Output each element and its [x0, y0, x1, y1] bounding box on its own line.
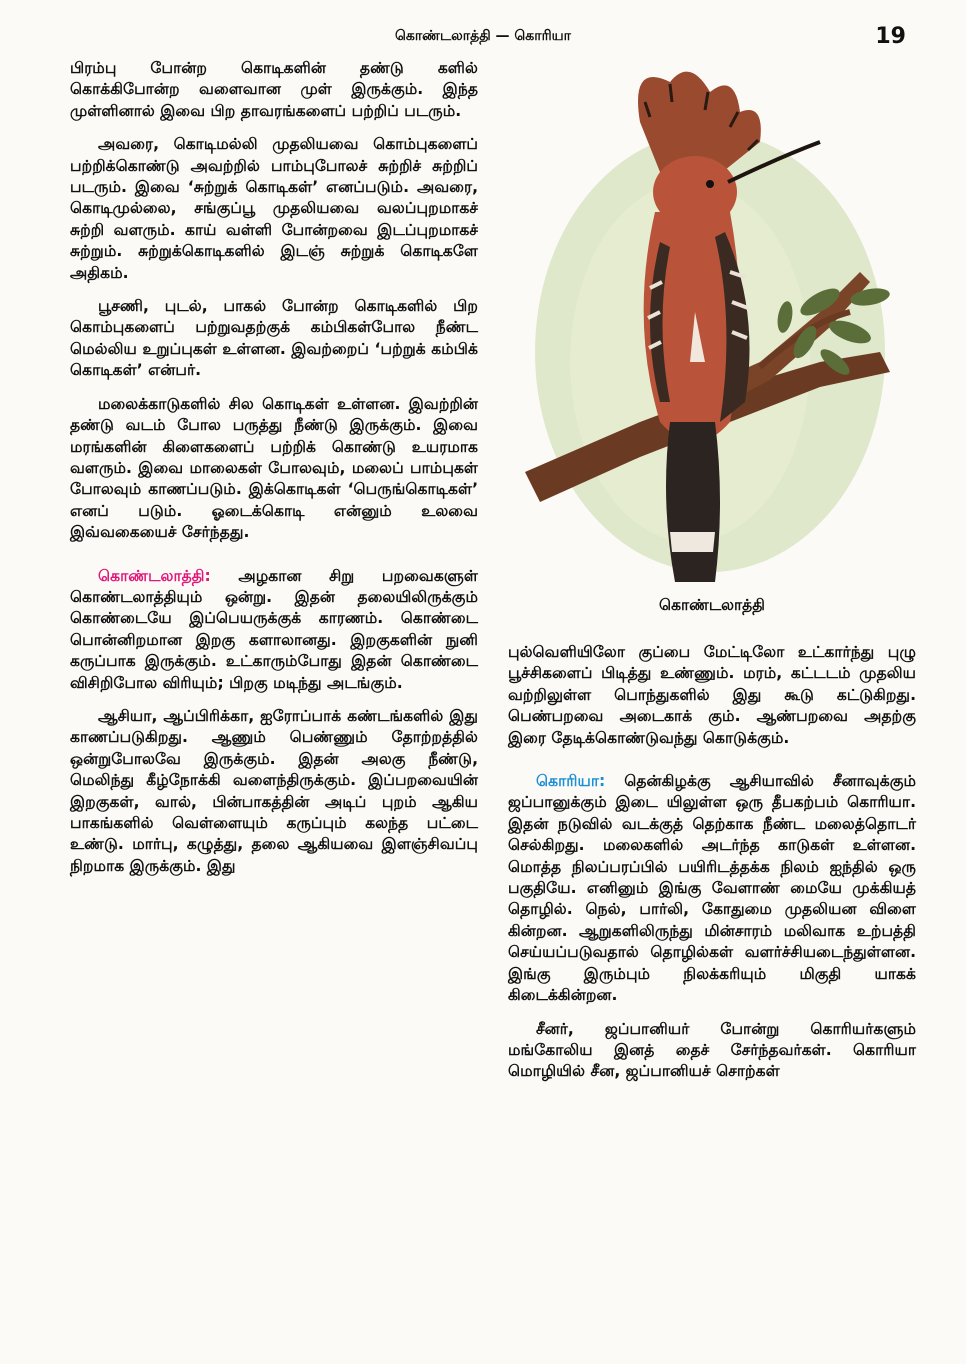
entry-text-kondalathi: அழகான சிறு பறவைகளுள் கொண்டலாத்தியும் ஒன்று. இதன் தலையிலிருக்கும் கொண்டையே இப்பெயருக்குக் காரணம். கொண்டை பொன்னிறமான இறகு களாலானது. இறகுகளின் நுனி கருப்பாக இருக்கும். உட்காரும்போது இதன் கொண்டை விசிறிபோல விரியும்; பிறகு மடிந்து அடங்கும்.: [70, 566, 478, 692]
entry-heading-koriya: கொரியா:: [536, 772, 606, 791]
paragraph-koriya-people: சீனர், ஜப்பானியர் போன்று கொரியர்களும் மங்கோலிய இனத் தைச் சேர்ந்தவர்கள். கொரியா மொழியில் சீன, ஜப்பானியச் சொற்கள்: [508, 1019, 916, 1081]
running-title: கொண்டலாத்தி — கொரியா: [395, 28, 571, 44]
hoopoe-illustration: [520, 62, 900, 590]
paragraph-twining-creepers: அவரை, கொடிமல்லி முதலியவை கொம்புகளைப் பற்றிக்கொண்டு அவற்றில் பாம்புபோலச் சுற்றிச் சுற்றிப் படரும். இவை ‘சுற்றுக் கொடிகள்’ எனப்படும். அவரை, கொடிமுல்லை, சங்குப்பூ முதலியவை வலப்புறமாகச் சுற்றி வளரும். காய் வள்ளி போன்றவை இடப்புறமாகச் சுற்றும். சுற்றுக்கொடிகளில் இடஞ் சுற்றுக் கொடிகளே அதிகம்.: [70, 135, 478, 282]
paragraph-lianas: மலைக்காடுகளில் சில கொடிகள் உள்ளன. இவற்றின் தண்டு வடம் போல பருத்து நீண்டு இருக்கும். இவை மரங்களின் கிளைகளைப் பற்றிக் கொண்டு உயரமாக வளரும். இவை மாலைகள் போலவும், மலைப் பாம்புகள் போலவும் காணப்படும். இக்கொடிகள் ‘பெருங்கொடிகள்’ எனப் படும். ஓடைக்கொடி என்னும் உலவை இவ்வகையைச் சேர்ந்தது.: [70, 394, 478, 542]
entry-text-koriya: தென்கிழக்கு ஆசியாவில் சீனாவுக்கும் ஜப்பானுக்கும் இடை யிலுள்ள ஒரு தீபகற்பம் கொரியா. இதன் நடுவில் வடக்குத் தெற்காக நீண்ட மலைத்தொடர் செல்கிறது. மலைகளில் அடர்ந்த காடுகள் உள்ளன. மொத்த நிலப்பரப்பில் பயிரிடத்தக்க நிலம் ஐந்தில் ஒரு பகுதியே. எனினும் இங்கு வேளாண் மையே முக்கியத் தொழில். நெல், பார்லி, கோதுமை முதலியன விளை கின்றன. ஆறுகளிலிருந்து மின்சாரம் மலிவாக உற்பத்தி செய்யப்படுவதால் தொழில்கள் வளர்ச்சியடைந்துள்ளன. இங்கு இரும்பும் நிலக்கரியும் மிகுதி யாகக் கிடைக்கின்றன.: [508, 772, 917, 1005]
entry-heading-kondalathi: கொண்டலாத்தி:: [98, 566, 211, 585]
page-header: [0, 24, 966, 52]
paragraph-kondalathi-habitat: ஆசியா, ஆப்பிரிக்கா, ஐரோப்பாக் கண்டங்களில் இது காணப்படுகிறது. ஆணும் பெண்ணும் தோற்றத்தில் ஒன்றுபோலவே இருக்கும். இதன் அலகு நீண்டு, மெலிந்து கீழ்நோக்கி வளைந்திருக்கும். இப்பறவையின் இறகுகள், வால், பின்பாகத்தின் அடிப் புறம் ஆகிய பாகங்களில் வெள்ளையும் கருப்பும் கலந்த பட்டை உண்டு. மார்பு, கழுத்து, தலை ஆகியவை இளஞ்சிவப்பு நிறமாக இருக்கும். இது: [70, 706, 478, 875]
paragraph-tendril-creepers: பூசணி, புடல், பாகல் போன்ற கொடிகளில் பிற கொம்புகளைப் பற்றுவதற்குக் கம்பிகள்போல நீண்ட மெல்லிய உறுப்புகள் உள்ளன. இவற்றைப் ‘பற்றுக் கம்பிக் கொடிகள்’ என்பர்.: [70, 297, 478, 380]
paragraph-rattan-thorns: பிரம்பு போன்ற கொடிகளின் தண்டு களில் கொக்கிபோன்ற வளைவான முள் இருக்கும். இந்த முள்ளினால் இவை பிற தாவரங்களைப் பற்றிப் படரும்.: [70, 59, 478, 120]
left-column: [70, 58, 478, 889]
paragraph-kondalathi-feeding: புல்வெளியிலோ குப்பை மேட்டிலோ உட்கார்ந்து புழு பூச்சிகளைப் பிடித்து உண்ணும். மரம், கட்டடம் முதலிய வற்றிலுள்ள பொந்துகளில் இது கூடு கட்டுகிறது. பெண்பறவை அடைகாக் கும். ஆண்பறவை அதற்கு இரை தேடிக்கொண்டுவந்து கொடுக்கும்.: [508, 643, 916, 747]
page-number: 19: [875, 24, 906, 49]
right-column: [508, 642, 916, 1095]
entry-koriya: [508, 771, 916, 1006]
entry-kondalathi: [70, 566, 478, 694]
figure-caption: கொண்டலாத்தி: [659, 596, 765, 614]
